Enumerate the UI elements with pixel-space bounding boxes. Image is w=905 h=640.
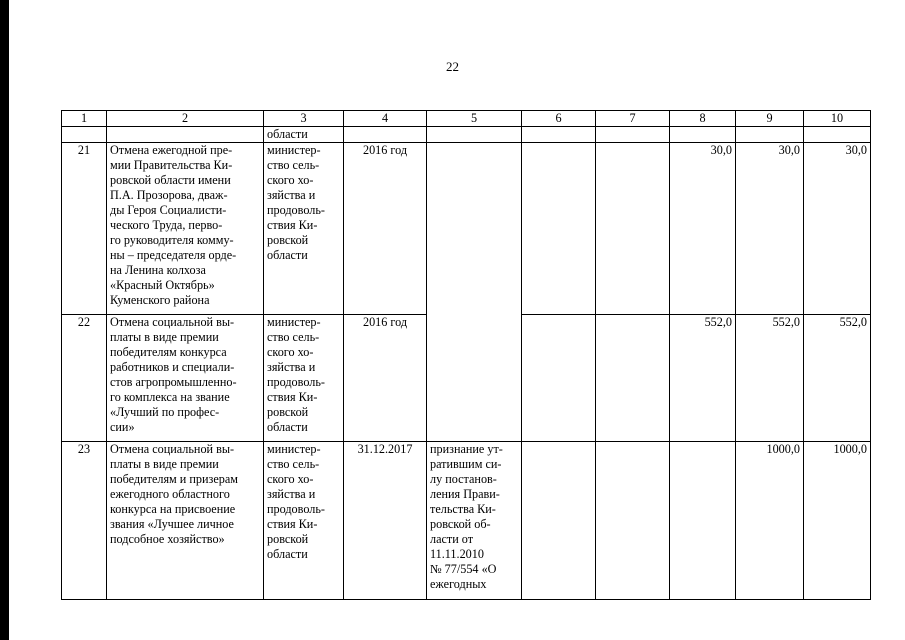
- cont-cell-4: [344, 127, 427, 143]
- table-row: [62, 442, 871, 600]
- col-10-value: 30,0: [804, 143, 871, 315]
- cont-cell-9: [736, 127, 804, 143]
- header-cell-10: 10: [804, 111, 871, 127]
- header-cell-4: 4: [344, 111, 427, 127]
- col-9-value: 552,0: [736, 315, 804, 442]
- row-number: 21: [62, 143, 107, 315]
- row-number: 23: [62, 442, 107, 600]
- table-row: [62, 143, 871, 315]
- measure-name: Отмена социальной вы- платы в виде премии победителям конкурса работников и специали- стов агропромышленно- го комплекса на звание «Лучший по профес- сии»: [107, 315, 264, 442]
- header-cell-1: 1: [62, 111, 107, 127]
- col-8-value: 552,0: [670, 315, 736, 442]
- measure-name: Отмена ежегодной пре- мии Правительства Ки- ровской области имени П.А. Прозорова, дваж- ды Героя Социалисти- ческого Труда, перво- го руководителя комму- ны – председателя орде- на Ленина колхоза «Красный Октябрь» Куменского района: [107, 143, 264, 315]
- col-8-value: 30,0: [670, 143, 736, 315]
- col-10-value: 552,0: [804, 315, 871, 442]
- header-row: [62, 111, 871, 127]
- header-cell-8: 8: [670, 111, 736, 127]
- executor: министер- ство сель- ского хо- зяйства и продоволь- ствия Ки- ровской области: [264, 315, 344, 442]
- basis: признание ут- ратившим си- лу постанов- ления Прави- тельства Ки- ровской об- ласти от 11.11.2010 № 77/554 «О ежегодных: [427, 442, 522, 600]
- measure-name: Отмена социальной вы- платы в виде премии победителям и призерам ежегодного областного конкурса на присвоение звания «Лучшее личное подсобное хозяйство»: [107, 442, 264, 600]
- header-cell-9: 9: [736, 111, 804, 127]
- term: 2016 год: [344, 143, 427, 315]
- header-cell-3: 3: [264, 111, 344, 127]
- col-8-value: [670, 442, 736, 600]
- cont-cell-7: [596, 127, 670, 143]
- executor: министер- ство сель- ского хо- зяйства и продоволь- ствия Ки- ровской области: [264, 442, 344, 600]
- col-7-value: [596, 143, 670, 315]
- header-cell-5: 5: [427, 111, 522, 127]
- col-6-value: [522, 315, 596, 442]
- cont-cell-6: [522, 127, 596, 143]
- measures-table: [61, 110, 871, 600]
- col-6-value: [522, 442, 596, 600]
- row-number: 22: [62, 315, 107, 442]
- term: 31.12.2017: [344, 442, 427, 600]
- col-7-value: [596, 442, 670, 600]
- col-6-value: [522, 143, 596, 315]
- continuation-row: [62, 127, 871, 143]
- cont-cell-8: [670, 127, 736, 143]
- basis: [427, 143, 522, 442]
- term: 2016 год: [344, 315, 427, 442]
- cont-cell-3: области: [264, 127, 344, 143]
- cont-cell-10: [804, 127, 871, 143]
- cont-cell-5: [427, 127, 522, 143]
- col-10-value: 1000,0: [804, 442, 871, 600]
- header-cell-2: 2: [107, 111, 264, 127]
- header-cell-7: 7: [596, 111, 670, 127]
- page-number: 22: [446, 59, 459, 74]
- cont-cell-2: [107, 127, 264, 143]
- col-7-value: [596, 315, 670, 442]
- col-9-value: 1000,0: [736, 442, 804, 600]
- scan-edge: [0, 0, 9, 640]
- cont-cell-1: [62, 127, 107, 143]
- col-9-value: 30,0: [736, 143, 804, 315]
- header-cell-6: 6: [522, 111, 596, 127]
- executor: министер- ство сель- ского хо- зяйства и продоволь- ствия Ки- ровской области: [264, 143, 344, 315]
